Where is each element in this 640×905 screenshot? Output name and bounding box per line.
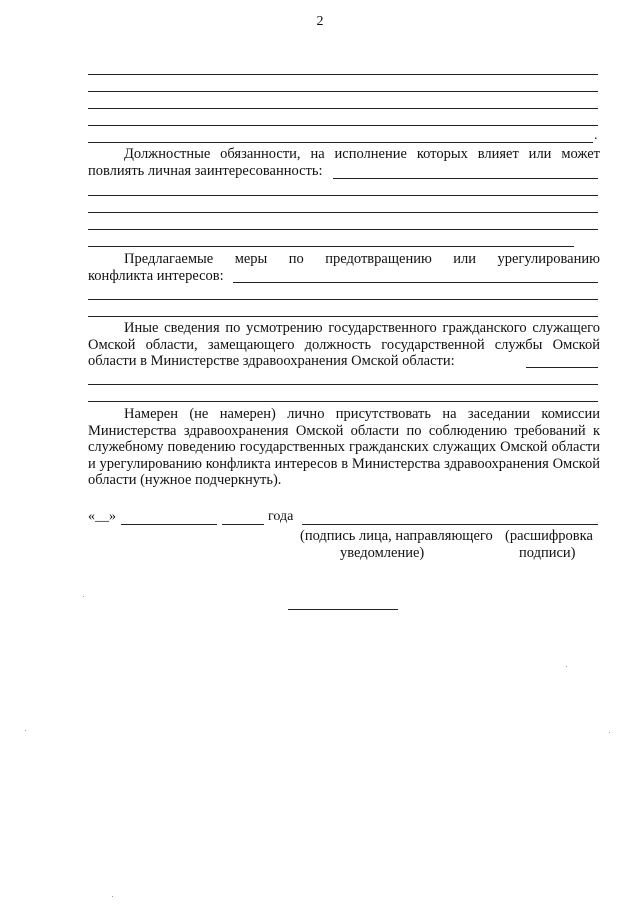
- measures-word: по: [288, 251, 304, 267]
- scan-speck: [25, 730, 26, 731]
- measures-word: предотвращению: [325, 251, 432, 267]
- blank-line[interactable]: [88, 142, 593, 143]
- blank-line[interactable]: [88, 125, 598, 126]
- blank-line[interactable]: [526, 367, 598, 368]
- blank-line[interactable]: [88, 316, 598, 317]
- line-end-period: .: [594, 128, 598, 143]
- closing-divider: [288, 609, 398, 610]
- measures-word: меры: [234, 251, 268, 267]
- blank-line[interactable]: [233, 282, 598, 283]
- blank-line[interactable]: [88, 229, 598, 230]
- blank-line[interactable]: [88, 401, 598, 402]
- scan-speck: [112, 896, 113, 897]
- measures-word: или: [453, 251, 477, 267]
- signature-caption-left-2: уведомление): [340, 545, 425, 561]
- page-number: 2: [316, 14, 324, 29]
- duties-text: Должностные обязанности, на исполнение которых влияет или может повлиять личная заинтересованность:: [88, 146, 600, 179]
- date-month-line[interactable]: [121, 524, 217, 525]
- date-year-line[interactable]: [222, 524, 264, 525]
- measures-line-1: [88, 251, 600, 268]
- blank-line[interactable]: [333, 178, 598, 179]
- scan-speck: [609, 732, 610, 733]
- measures-word: урегулированию: [497, 251, 600, 267]
- blank-line[interactable]: [88, 91, 598, 92]
- measures-line-2: конфликта интересов:: [88, 267, 224, 284]
- blank-line[interactable]: [88, 299, 598, 300]
- intent-paragraph: [88, 406, 600, 489]
- blank-line[interactable]: [88, 74, 598, 75]
- intent-text: Намерен (не намерен) лично присутствовать на заседании комиссии Министерства здравоохранения Омской области по соблюдению требований к служебному поведению государственных гражданских служащих Омской области и урегулированию конфликта интересов в Министерства здравоохранения Омской области (нужное подчеркнуть).: [88, 406, 600, 488]
- other-info-paragraph: [88, 320, 600, 370]
- duties-paragraph: [88, 146, 600, 179]
- blank-line[interactable]: [88, 246, 574, 247]
- other-info-text: Иные сведения по усмотрению государственного гражданского служащего Омской области, замещающего должность государственной службы Омской области в Министерстве здравоохранения Омской области:: [88, 320, 600, 369]
- year-word: года: [268, 509, 294, 524]
- measures-paragraph: [88, 251, 600, 284]
- blank-line[interactable]: [88, 195, 598, 196]
- blank-line[interactable]: [88, 212, 598, 213]
- blank-line[interactable]: [88, 108, 598, 109]
- signature-line[interactable]: [302, 524, 598, 525]
- scan-speck: [566, 666, 567, 667]
- scan-speck: [83, 596, 84, 597]
- date-day[interactable]: «__»: [88, 509, 116, 524]
- signature-caption-right-2: подписи): [519, 545, 576, 561]
- signature-caption-left-1: (подпись лица, направляющего: [300, 528, 493, 544]
- signature-caption-right-1: (расшифровка: [505, 528, 593, 544]
- measures-word: Предлагаемые: [124, 251, 214, 267]
- blank-line[interactable]: [88, 384, 598, 385]
